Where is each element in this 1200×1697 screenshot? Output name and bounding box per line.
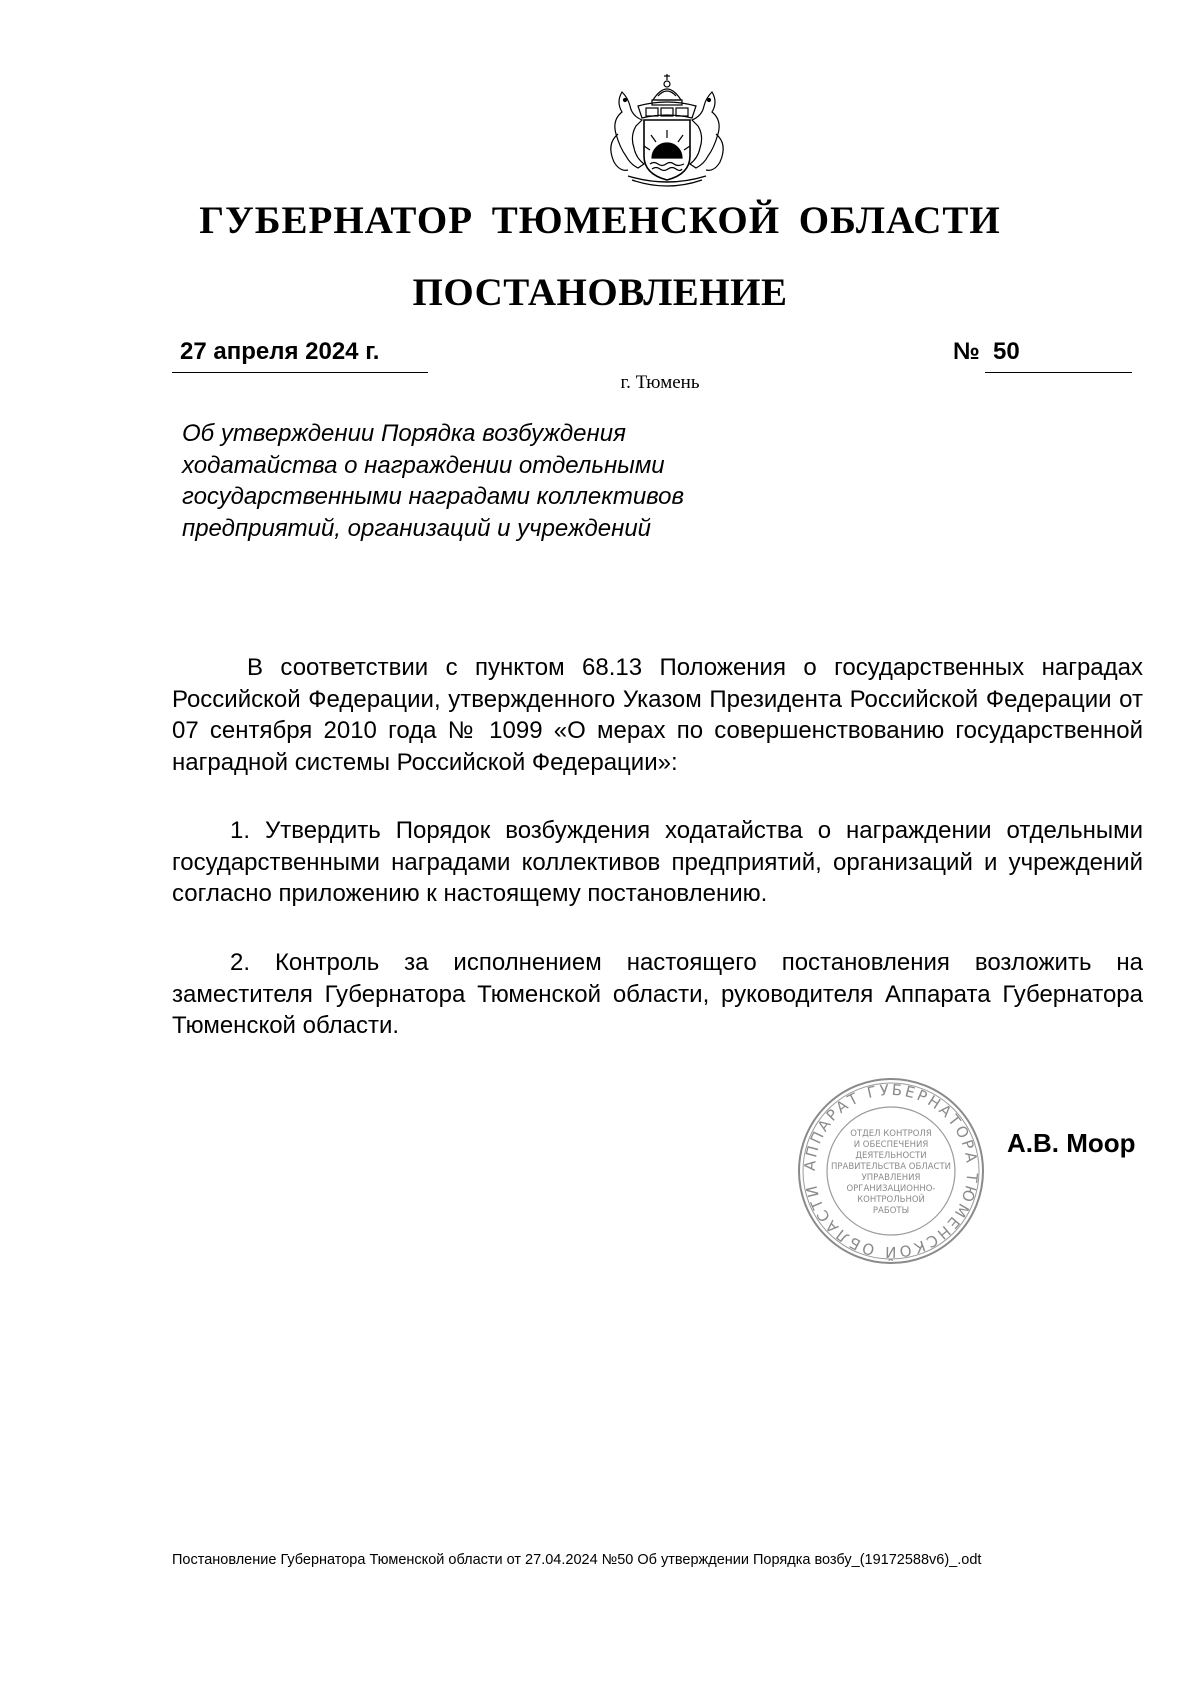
document-type-title: ПОСТАНОВЛЕНИЕ [412,271,788,314]
number-field [985,338,1132,373]
issuing-authority-title: ГУБЕРНАТОР ТЮМЕНСКОЙ ОБЛАСТИ [199,199,1001,242]
official-stamp [796,1076,986,1266]
footer-filename: Постановление Губернатора Тюменской области от 27.04.2024 №50 Об утверждении Порядка возбу_(19172588v6)_.odt [172,1552,982,1568]
stamp-outer-text: АППАРАТ ГУБЕРНАТОРА ТЮМЕНСКОЙ ОБЛАСТИ [800,1080,982,1262]
stamp-line: ОТДЕЛ КОНТРОЛЯ [850,1129,932,1139]
stamp-line: ПРАВИТЕЛЬСТВА ОБЛАСТИ [831,1162,951,1172]
document-date: 27 апреля 2024 г. [180,338,380,365]
stamp-line: РАБОТЫ [872,1206,910,1216]
item-2-paragraph: 2. Контроль за исполнением настоящего постановления возложить на заместителя Губернатора Тюменской области, руководителя Аппарата Губернатора Тюменской области. [172,949,1143,1039]
stamp-line: ОРГАНИЗАЦИОННО- [846,1184,936,1194]
stamp-line: КОНТРОЛЬНОЙ [857,1195,925,1205]
stamp-line: УПРАВЛЕНИЯ [861,1173,921,1183]
coat-of-arms-emblem [592,72,742,192]
date-field [172,338,428,373]
preamble-paragraph: В соответствии с пунктом 68.13 Положения о государственных наградах Российской Федерации, утвержденного Указом Президента Российской Федерации от 07 сентября 2010 года № 1099 «О мерах по совершенствованию государственной наградной системы Российской Федерации»: [172,654,1143,776]
number-sign: № [953,338,980,365]
stamp-line: И ОБЕСПЕЧЕНИЯ [853,1140,929,1150]
document-number: 50 [993,338,1020,365]
item-1-paragraph: 1. Утвердить Порядок возбуждения ходатайства о награждении отдельными государственными наградами коллективов предприятий, организаций и учреждений согласно приложению к настоящему постановлению. [172,817,1143,907]
document-subject: Об утверждении Порядка возбуждения ходатайства о награждении отдельными государственными наградами коллективов предприятий, организаций и учреждений [182,420,685,542]
stamp-line: ДЕЯТЕЛЬНОСТИ [855,1151,927,1161]
city-label: г. Тюмень [620,372,700,393]
signatory-name: А.В. Моор [1007,1128,1136,1158]
